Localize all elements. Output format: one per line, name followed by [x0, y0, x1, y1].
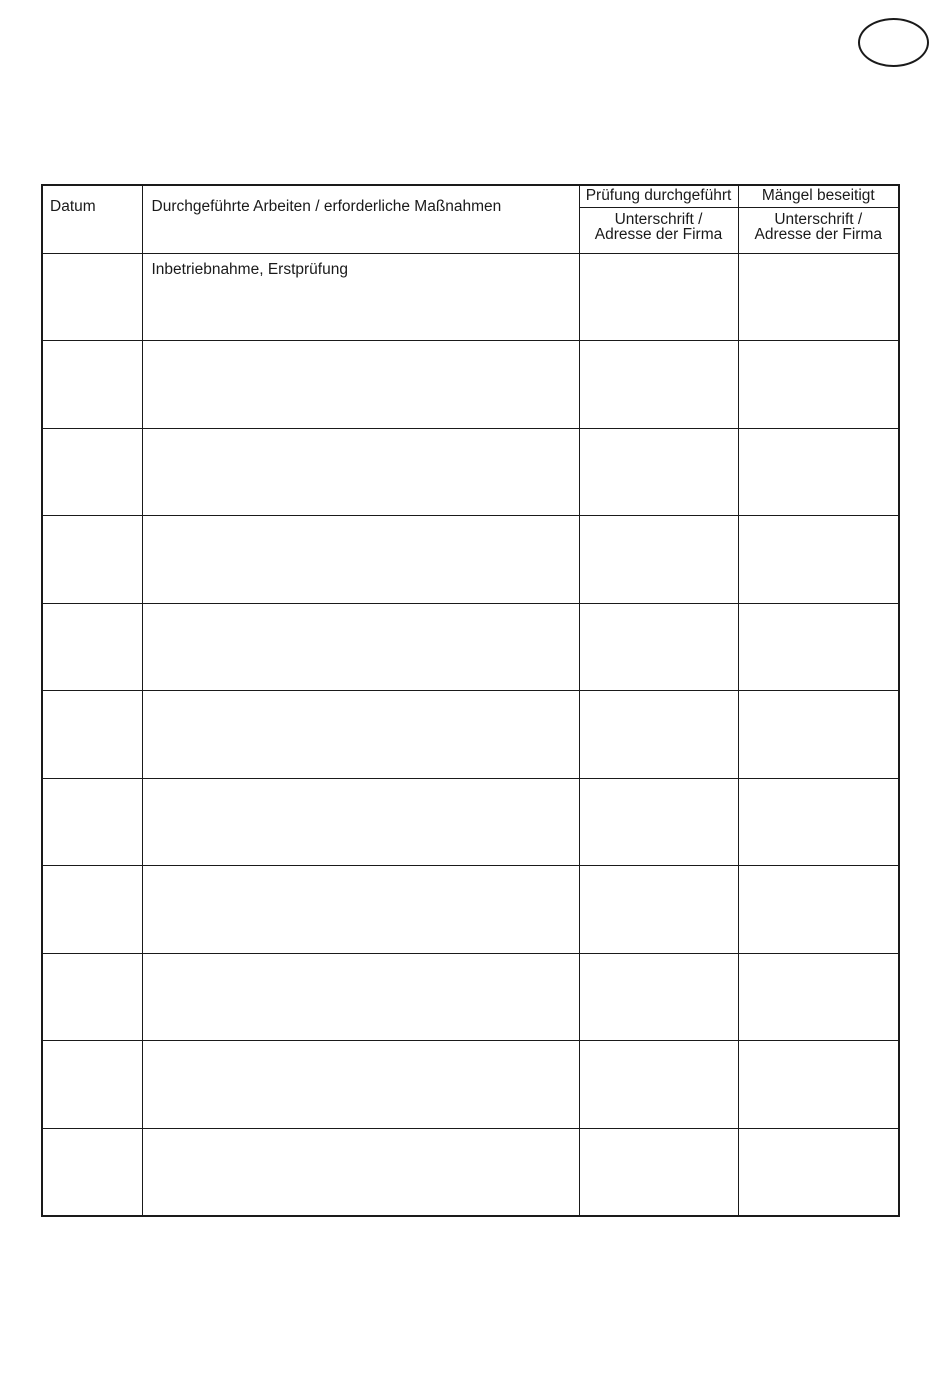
inspection-signature-cell: [579, 516, 738, 604]
inspection-signature-cell: [579, 1041, 738, 1129]
date-cell: [42, 953, 142, 1041]
header-date: Datum: [42, 185, 142, 253]
table-row: [42, 253, 899, 341]
table-row: [42, 341, 899, 429]
work-cell: [142, 953, 579, 1041]
inspection-signature-cell: [579, 1128, 738, 1216]
date-cell: [42, 428, 142, 516]
work-cell: [142, 341, 579, 429]
defects-signature-cell: [738, 953, 899, 1041]
date-cell: [42, 1041, 142, 1129]
table-row: [42, 778, 899, 866]
header-defects-signature-line2: Adresse der Firma: [754, 225, 882, 243]
table-row: [42, 1041, 899, 1129]
defects-signature-cell: [738, 778, 899, 866]
inspection-signature-cell: [579, 341, 738, 429]
defects-signature-cell: [738, 341, 899, 429]
defects-signature-cell: [738, 1128, 899, 1216]
header-row-top: [42, 185, 899, 207]
inspection-signature-cell: [579, 866, 738, 954]
work-cell: [142, 428, 579, 516]
date-cell: [42, 1128, 142, 1216]
maintenance-log-table: [41, 184, 900, 1217]
inspection-signature-cell: [579, 778, 738, 866]
date-cell: [42, 516, 142, 604]
header-inspection-signature: [579, 207, 738, 253]
inspection-signature-cell: [579, 603, 738, 691]
table-row: [42, 603, 899, 691]
work-cell: [142, 1128, 579, 1216]
header-inspection-signature-line2: Adresse der Firma: [594, 225, 723, 243]
table-row: [42, 691, 899, 779]
defects-signature-cell: [738, 691, 899, 779]
defects-signature-cell: [738, 603, 899, 691]
defects-signature-cell: [738, 516, 899, 604]
date-cell: [42, 866, 142, 954]
date-cell: [42, 603, 142, 691]
table-row: [42, 1128, 899, 1216]
inspection-signature-cell: [579, 953, 738, 1041]
work-cell: [142, 1041, 579, 1129]
header-defects-group: Mängel beseitigt: [738, 185, 899, 207]
date-cell: [42, 691, 142, 779]
work-cell: Inbetriebnahme, Erstprüfung: [142, 253, 579, 341]
table-row: [42, 516, 899, 604]
date-cell: [42, 253, 142, 341]
inspection-signature-cell: [579, 253, 738, 341]
inspection-signature-cell: [579, 428, 738, 516]
header-inspection-signature-line1: Unterschrift /: [614, 210, 703, 228]
header-defects-signature-line1: Unterschrift /: [774, 210, 863, 228]
table-row: [42, 953, 899, 1041]
work-cell: [142, 603, 579, 691]
date-cell: [42, 341, 142, 429]
inspection-signature-cell: [579, 691, 738, 779]
table-row: [42, 866, 899, 954]
header-inspection-group: Prüfung durchgeführt: [579, 185, 738, 207]
header-defects-signature: [738, 207, 899, 253]
defects-signature-cell: [738, 1041, 899, 1129]
work-cell: [142, 866, 579, 954]
defects-signature-cell: [738, 428, 899, 516]
work-cell: [142, 778, 579, 866]
country-badge: [858, 18, 929, 67]
date-cell: [42, 778, 142, 866]
table-row: [42, 428, 899, 516]
defects-signature-cell: [738, 253, 899, 341]
work-cell: [142, 516, 579, 604]
defects-signature-cell: [738, 866, 899, 954]
header-work: Durchgeführte Arbeiten / erforderliche Maßnahmen: [142, 185, 579, 253]
work-cell: [142, 691, 579, 779]
